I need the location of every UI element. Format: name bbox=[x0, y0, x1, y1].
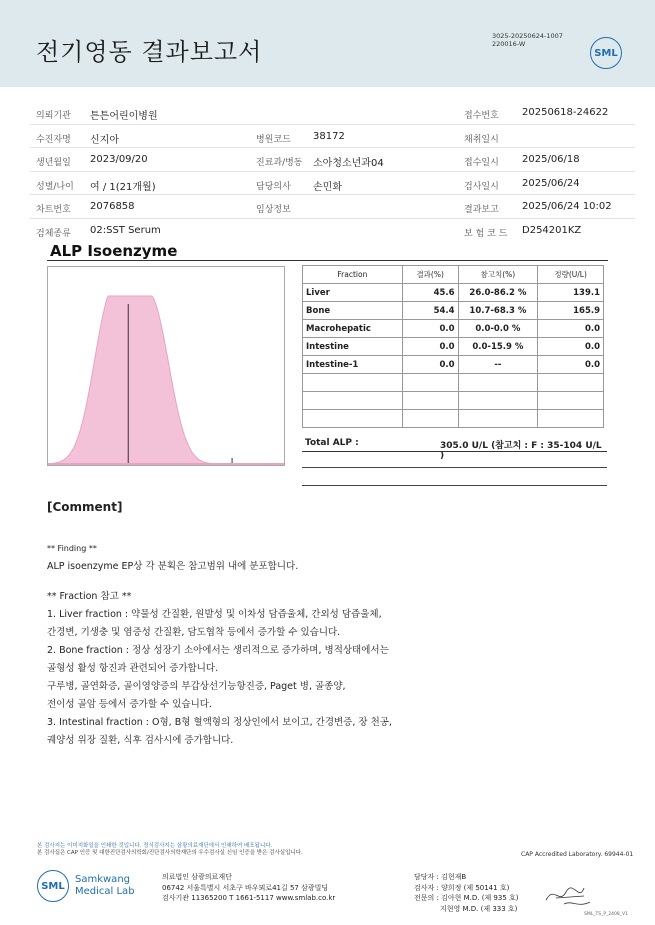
fraction-quant: 0.0 bbox=[538, 356, 604, 374]
footer-note: 본 검사지는 이미지화일을 인쇄한 것입니다. 정식검사지는 삼광의료재단에서 인쇄하여 배포됩니다. 본 검사실은 CAP 인증 및 대한진단검사의학회/진단검사의학재단의 우수검사실 신임 인증을 받은 검사실입니다. bbox=[37, 843, 303, 856]
footer-address: 의료법인 삼광의료재단 06742 서울특별시 서초구 바우뫼로41길 57 삼광빌딩 검사기관 11365200 T 1661-5117 www.smlab.co.kr bbox=[162, 873, 336, 902]
table-row-empty bbox=[303, 392, 604, 410]
comment-line: 골형성 활성 항진과 관련되어 증가합니다. bbox=[47, 663, 219, 674]
fraction-result: 45.6 bbox=[402, 284, 458, 302]
comment-line: 간경변, 기생충 및 염증성 간질환, 담도협착 등에서 증가할 수 있습니다. bbox=[47, 627, 341, 638]
patient-name: 신지아 bbox=[90, 134, 119, 146]
divider bbox=[47, 260, 608, 261]
col-header: 정량(U/L) bbox=[538, 266, 604, 284]
info-row: 생년월일 2023/09/20 진료과/병동 소아청소년과04 접수일시 2025/06/18 bbox=[30, 148, 635, 172]
hospital-code: 38172 bbox=[313, 130, 345, 142]
results-table bbox=[302, 265, 604, 428]
form-version: SML_TS_P_2408_V1 bbox=[584, 912, 628, 917]
ep-curve bbox=[48, 296, 284, 464]
fraction-ref: -- bbox=[458, 356, 538, 374]
fraction-quant: 0.0 bbox=[538, 320, 604, 338]
fraction-result: 0.0 bbox=[402, 338, 458, 356]
insurance-code: D254201KZ bbox=[522, 224, 582, 236]
fraction-name: Intestine-1 bbox=[303, 356, 403, 374]
info-row: 성별/나이 여 / 1(21개월) 담당의사 손민화 검사일시 2025/06/24 bbox=[30, 172, 635, 196]
fraction-quant: 165.9 bbox=[538, 302, 604, 320]
section-title: ALP Isoenzyme bbox=[50, 242, 178, 260]
document-id: 3025-20250624-1007 220016-W bbox=[492, 32, 563, 48]
patient-info bbox=[30, 101, 635, 242]
comment-line: 2. Bone fraction : 정상 성장기 소아에서는 생리적으로 증가하며, 병적상태에서는 bbox=[47, 645, 389, 656]
info-row: 수진자명 신지아 병원코드 38172 채취일시 bbox=[30, 125, 635, 149]
sml-logo-icon: SML bbox=[37, 870, 69, 902]
electrophoresis-svg bbox=[48, 267, 284, 465]
fraction-quant: 0.0 bbox=[538, 338, 604, 356]
fraction-name: Liver bbox=[303, 284, 403, 302]
fraction-ref: 0.0-0.0 % bbox=[458, 320, 538, 338]
table-header-row bbox=[303, 266, 604, 284]
info-row: 검체종류 02:SST Serum 보 험 코 드 D254201KZ bbox=[36, 224, 582, 239]
fraction-result: 0.0 bbox=[402, 320, 458, 338]
fraction-name: Bone bbox=[303, 302, 403, 320]
chart-number: 2076858 bbox=[90, 201, 135, 212]
info-row: 차트번호 2076858 임상정보 결과보고 2025/06/24 10:02 bbox=[30, 195, 635, 219]
total-value: 305.0 U/L (참고치 : F : 35-104 U/L ) bbox=[440, 441, 602, 461]
table-row-empty bbox=[303, 410, 604, 428]
info-row: 의뢰기관 튼튼어린이병원 접수번호 20250618-24622 bbox=[30, 101, 635, 125]
receipt-date: 2025/06/18 bbox=[522, 154, 580, 165]
sml-logo: SML bbox=[590, 37, 622, 69]
total-label: Total ALP : bbox=[305, 438, 359, 448]
comment-line: 구루병, 골연화증, 골이영양증의 부갑상선기능항진증, Paget 병, 골종양, bbox=[47, 681, 346, 692]
report-date: 2025/06/24 10:02 bbox=[522, 201, 612, 212]
doctor: 손민화 bbox=[313, 181, 342, 193]
sex-age: 여 / 1(21개월) bbox=[90, 181, 156, 193]
col-header: 참고치(%) bbox=[458, 266, 538, 284]
specimen: 02:SST Serum bbox=[90, 224, 161, 236]
table-row bbox=[303, 356, 604, 374]
fraction-result: 0.0 bbox=[402, 356, 458, 374]
footer-staff: 담당자 : 김현재B 검사자 : 양희정 (제 50141 호) 전문의 : 김아현 M.D. (제 935 호) 지현영 M.D. (제 333 호) bbox=[414, 873, 519, 913]
divider bbox=[302, 467, 607, 468]
col-header: 결과(%) bbox=[402, 266, 458, 284]
divider bbox=[302, 485, 607, 486]
comment-line: 1. Liver fraction : 약물성 간질환, 원발성 및 이차성 담즙울체, 간외성 담즙울체, bbox=[47, 609, 382, 620]
department: 소아청소년과04 bbox=[313, 158, 384, 169]
table-row bbox=[303, 320, 604, 338]
table-row bbox=[303, 284, 604, 302]
fraction-ref: 0.0-15.9 % bbox=[458, 338, 538, 356]
fraction-name: Macrohepatic bbox=[303, 320, 403, 338]
fraction-result: 54.4 bbox=[402, 302, 458, 320]
date-of-birth: 2023/09/20 bbox=[90, 154, 148, 165]
table-row bbox=[303, 302, 604, 320]
fraction-name: Intestine bbox=[303, 338, 403, 356]
fraction-ref: 26.0-86.2 % bbox=[458, 284, 538, 302]
fraction-quant: 139.1 bbox=[538, 284, 604, 302]
comment-line: 전이성 골암 등에서 증가할 수 있습니다. bbox=[47, 699, 212, 710]
fraction-ref: 10.7-68.3 % bbox=[458, 302, 538, 320]
comment-body bbox=[47, 540, 392, 750]
cap-accreditation: CAP Accredited Laboratory. 69944-01 bbox=[521, 851, 634, 858]
test-date: 2025/06/24 bbox=[522, 177, 580, 189]
signature-image bbox=[544, 880, 594, 910]
total-alp bbox=[302, 436, 607, 461]
finding-text: ALP isoenzyme EP상 각 분획은 참고범위 내에 분포합니다. bbox=[47, 561, 299, 572]
col-header: Fraction bbox=[303, 266, 403, 284]
table-row-empty bbox=[303, 374, 604, 392]
table-row bbox=[303, 338, 604, 356]
report-header bbox=[0, 0, 655, 87]
institution: 튼튼어린이병원 bbox=[90, 111, 158, 122]
comment-line: 3. Intestinal fraction : O형, B형 혈액형의 정상인에서 보이고, 간경변증, 장 천공, bbox=[47, 717, 392, 728]
comment-line: 궤양성 위장 질환, 식후 검사시에 증가합니다. bbox=[47, 735, 234, 746]
comment-heading: [Comment] bbox=[47, 500, 123, 514]
electrophoresis-graph bbox=[47, 266, 285, 466]
fraction-ref-title: ** Fraction 참고 ** bbox=[47, 591, 132, 602]
footer-logo: SML Samkwang Medical Lab bbox=[37, 870, 135, 902]
report-title: 전기영동 결과보고서 bbox=[36, 38, 263, 66]
finding-title: ** Finding ** bbox=[47, 544, 97, 553]
receipt-number: 20250618-24622 bbox=[522, 107, 609, 118]
